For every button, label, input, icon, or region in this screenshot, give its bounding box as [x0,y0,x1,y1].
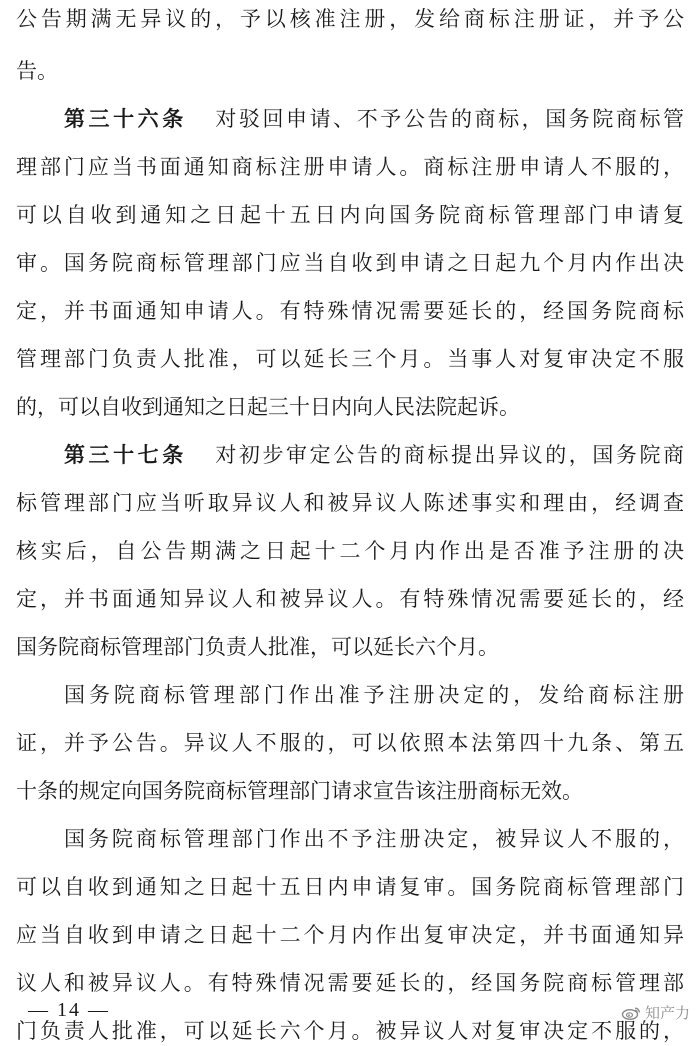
text-line: 核实后，自公告期满之日起十二个月内作出是否准予注册的决 [16,539,684,563]
text-line: 门负责人批准，可以延长六个月。被异议人对复审决定不服的， [16,1019,684,1043]
text-line: 的，可以自收到通知之日起三十日内向人民法院起诉。 [16,395,520,419]
text-line: 议人和被异议人。有特殊情况需要延长的，经国务院商标管理部 [16,971,684,995]
text-line: 国务院商标管理部门负责人批准，可以延长六个月。 [16,635,499,659]
watermark-text: 知产力 [644,1004,690,1022]
text-line: 定，并书面通知异议人和被异议人。有特殊情况需要延长的，经 [16,587,684,611]
text-line: 审。国务院商标管理部门应当自收到申请之日起九个月内作出决 [16,251,684,275]
article-number: 第三十六条 [64,107,187,131]
article-37-heading-line: 第三十七条 对初步审定公告的商标提出异议的，国务院商 [64,443,684,467]
text-line: 可以自收到通知之日起十五日内申请复审。国务院商标管理部门 [16,875,684,899]
text-line: 管理部门负责人批准，可以延长三个月。当事人对复审决定不服 [16,347,684,371]
paragraph-first-line: 国务院商标管理部门作出准予注册决定的，发给商标注册 [64,683,684,707]
text-line: 证，并予公告。异议人不服的，可以依照本法第四十九条、第五 [16,731,684,755]
text-line: 十条的规定向国务院商标管理部门请求宣告该注册商标无效。 [16,779,583,803]
text-line: 公告期满无异议的，予以核准注册，发给商标注册证，并予公 [16,7,684,31]
page-number: — 14 — [28,999,110,1021]
text-line: 可以自收到通知之日起十五日内向国务院商标管理部门申请复 [16,203,684,227]
source-watermark [621,1003,690,1023]
article-36-heading-line: 第三十六条 对驳回申请、不予公告的商标，国务院商标管 [64,107,684,131]
article-number: 第三十七条 [64,443,187,467]
paragraph-first-line: 国务院商标管理部门作出不予注册决定，被异议人不服的， [64,827,684,851]
text-line: 理部门应当书面通知商标注册申请人。商标注册申请人不服的， [16,155,684,179]
text-line: 标管理部门应当听取异议人和被异议人陈述事实和理由，经调查 [16,491,684,515]
text-line: 告。 [16,59,58,83]
text-line: 应当自收到申请之日起十二个月内作出复审决定，并书面通知异 [16,923,684,947]
text-line: 定，并书面通知申请人。有特殊情况需要延长的，经国务院商标 [16,299,684,323]
weibo-icon [621,1006,641,1020]
